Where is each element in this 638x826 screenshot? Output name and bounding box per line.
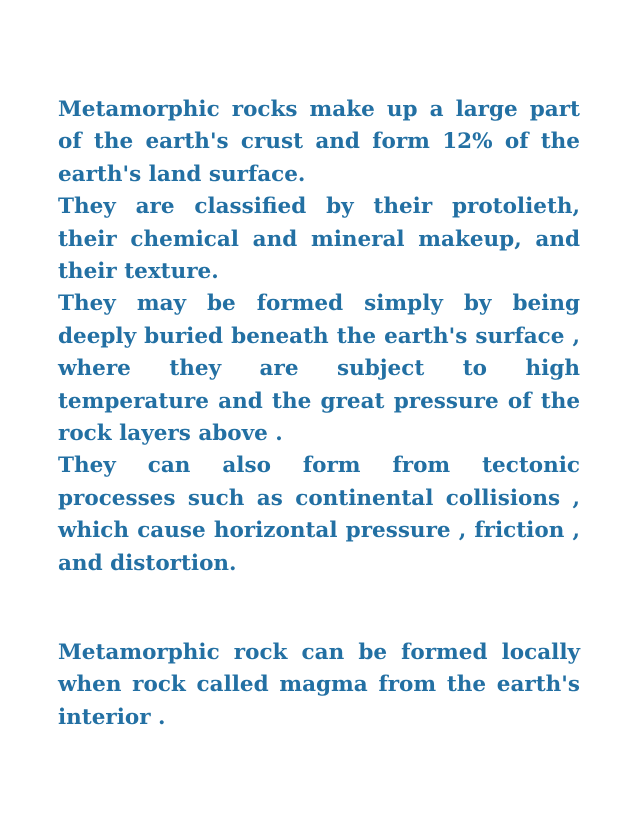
text-block-main: [58, 94, 580, 580]
paragraph-classification: They are classified by their protolieth, their chemical and mineral makeup, and their texture.: [58, 194, 580, 285]
paragraph-tectonic-formation: They can also form from tectonic processes such as continental collisions , which cause horizontal pressure , friction , and distortion.: [58, 453, 580, 576]
paragraph-crust-composition: Metamorphic rocks make up a large part of the earth's crust and form 12% of the earth's land surface.: [58, 97, 580, 187]
text-block-secondary: [58, 637, 580, 734]
paragraph-local-formation: Metamorphic rock can be formed locally when rock called magma from the earth's interior .: [58, 640, 580, 730]
paragraph-burial-formation: They may be formed simply by being deeply buried beneath the earth's surface , where they are subject to high temperature and the great pressure of the rock layers above .: [58, 291, 580, 447]
